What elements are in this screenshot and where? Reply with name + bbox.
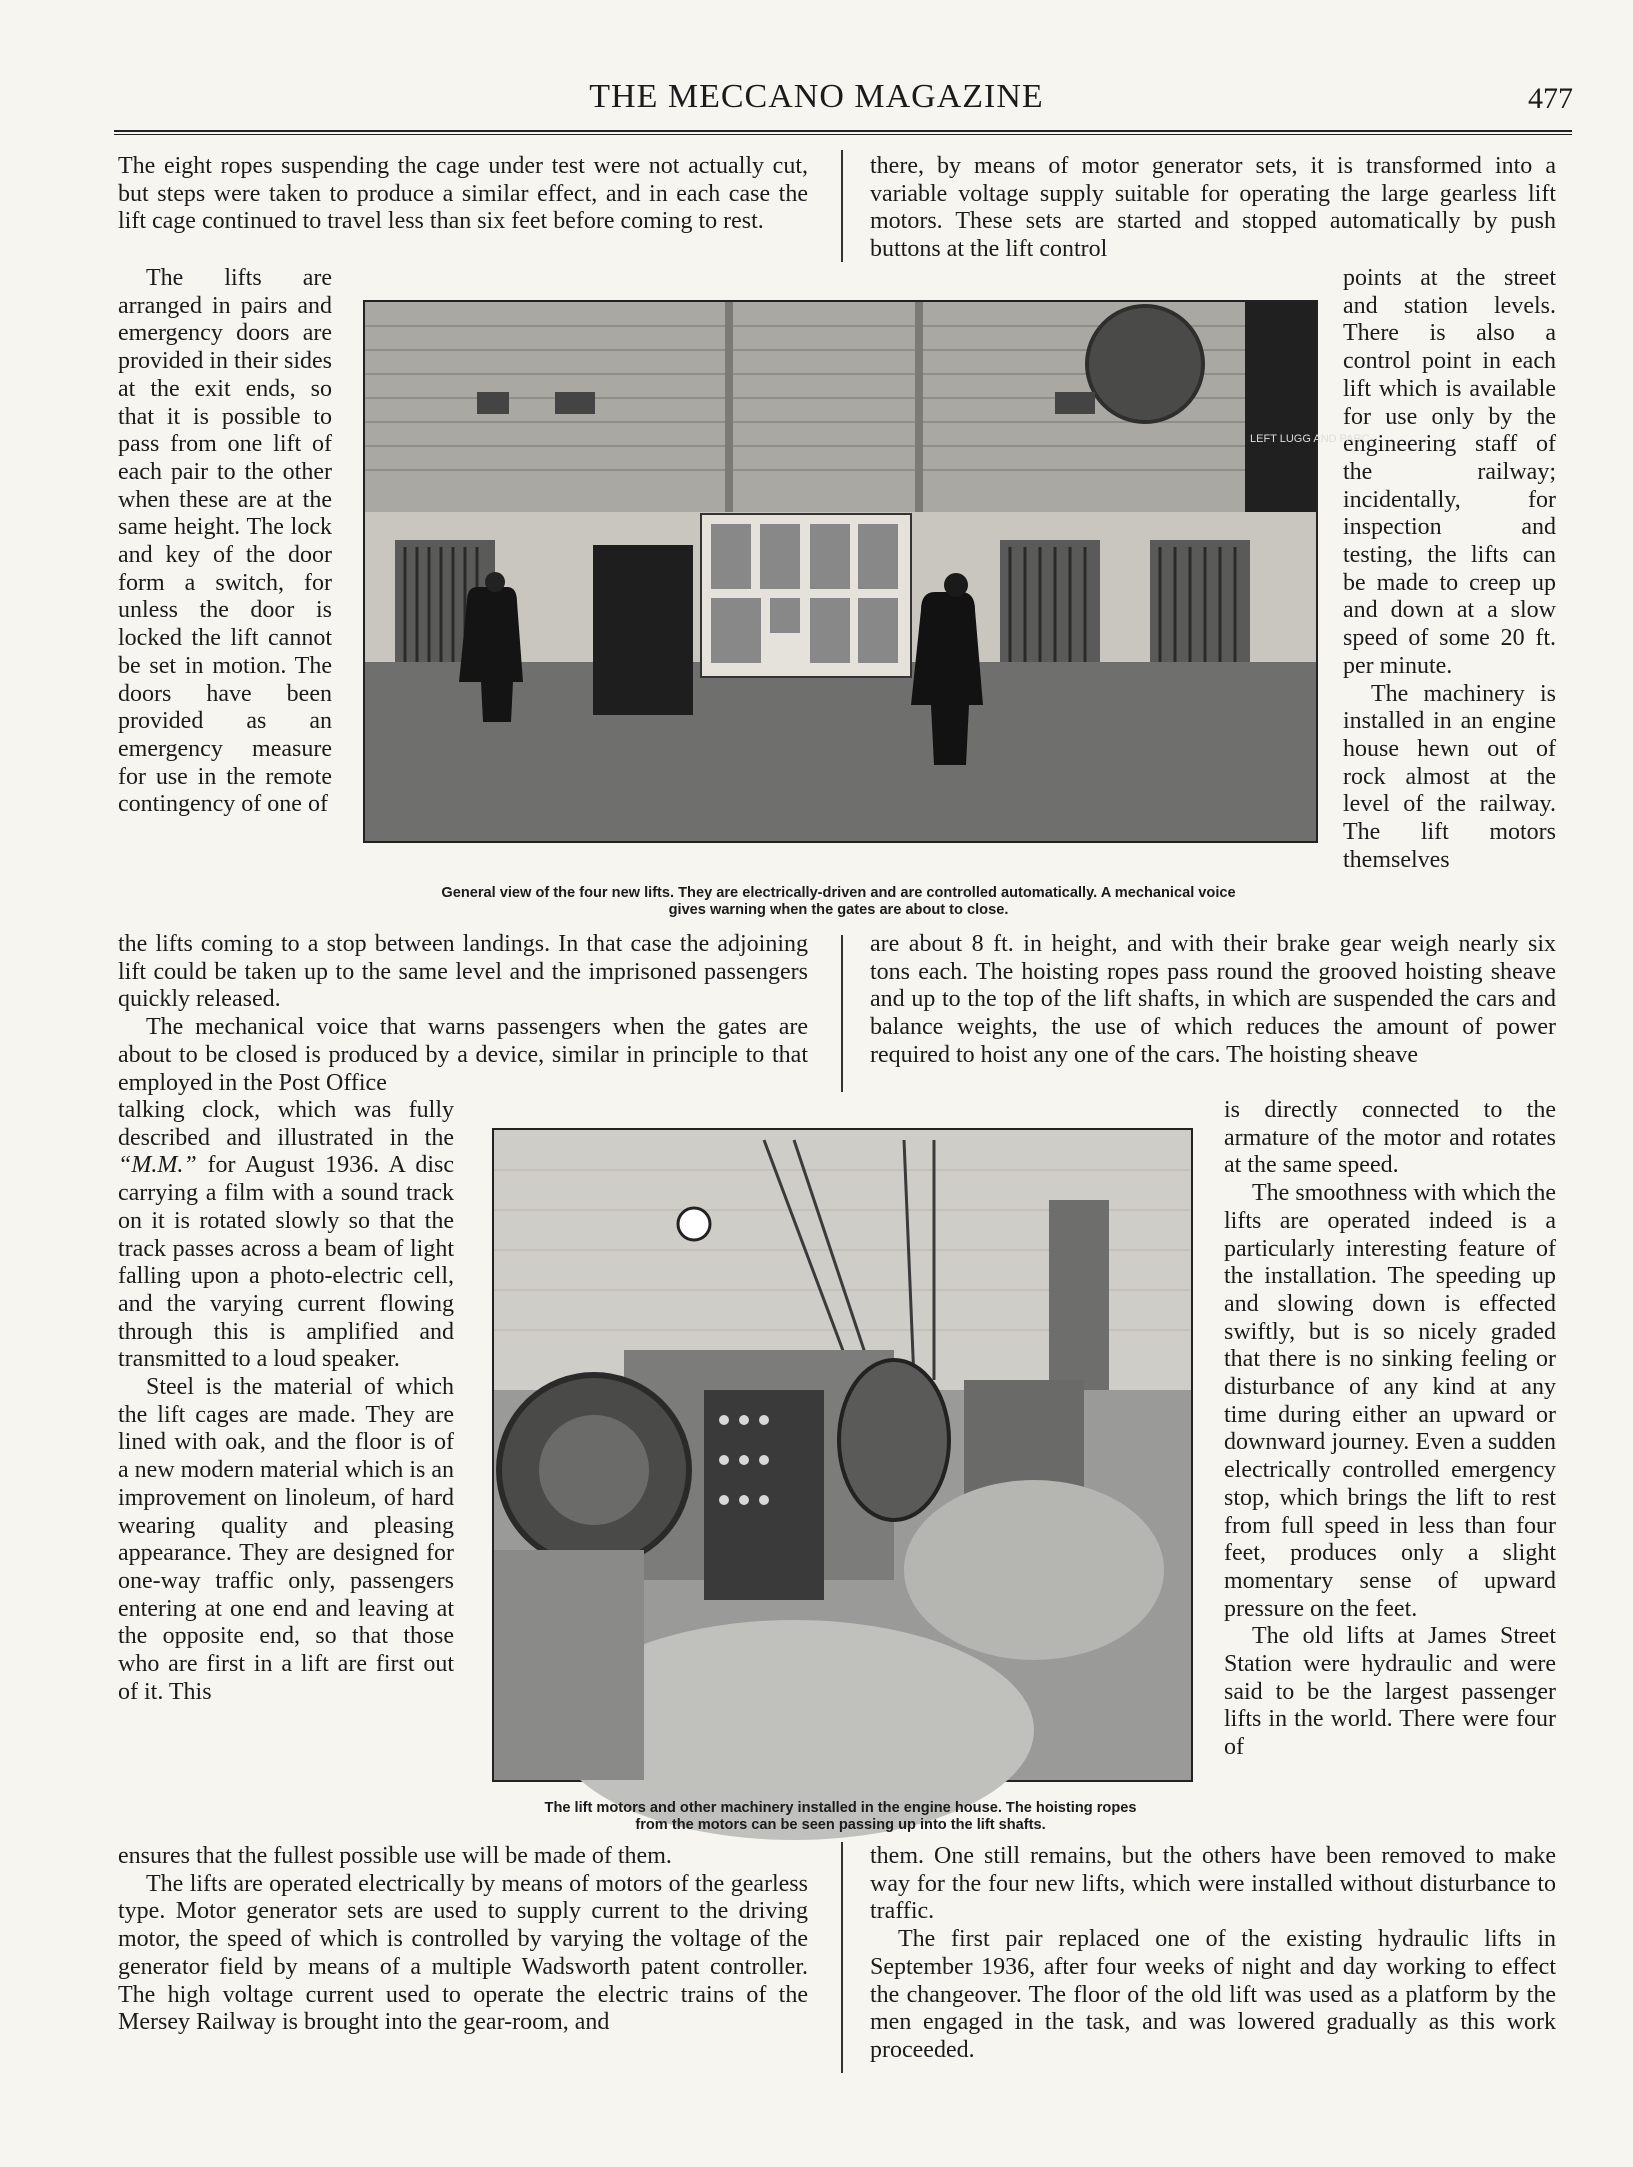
paragraph: The lifts are operated electrically by means of motors of the gearless type. Motor generator sets are used to supply current to the driving motor, the speed of which is controlled by varying the voltage of the generator field by means of a multiple Wadsworth patent controller. The high voltage current used to operate the electric trains of the Mersey Railway is brought into the gear-room, and <box>118 1870 808 2036</box>
article-wrap2-right <box>1224 1097 1556 1762</box>
page-number: 477 <box>1528 82 1573 115</box>
caption-line: The lift motors and other machinery installed in the engine house. The hoisting ropes <box>544 1800 1137 1816</box>
paragraph: the lifts coming to a stop between landings. In that case the adjoining lift could be taken up to the same level and the imprisoned passengers quickly released. <box>118 931 808 1013</box>
paragraph: there, by means of motor generator sets, it is transformed into a variable voltage supply suitable for operating the large gearless lift motors. These sets are started and stopped automatically by push buttons at the lift control <box>870 153 1556 263</box>
magazine-title: THE MECCANO MAGAZINE <box>589 78 1044 115</box>
article-wrap1-right <box>1343 265 1556 874</box>
photo-engine-house-image <box>494 1130 1191 1780</box>
paragraph: Steel is the material of which the lift cages are made. They are lined with oak, and the floor is of a new modern material which is an improvement on linoleum, of hard wearing quality and pleasing appearance. They are designed for one-way traffic only, passengers entering at one end and leaving at the opposite end, so that those who are first in a lift are first out of it. This <box>118 1374 454 1705</box>
article-col-right-bottom <box>870 1843 1556 2065</box>
column-rule <box>841 150 843 262</box>
paragraph: points at the street and station levels. There is also a control point in each lift which is available for use only by the engineering staff of the railway; incidentally, for inspection and testing, the lifts can be made to creep up and down at a slow speed of some 20 ft. per minute. <box>1343 265 1556 679</box>
paragraph: The mechanical voice that warns passengers when the gates are about to be closed is produced by a device, similar in principle to that employed in the Post Office <box>118 1014 808 1096</box>
paragraph <box>118 1097 454 1374</box>
header-rule <box>114 130 1572 132</box>
paragraph: them. One still remains, but the others have been removed to make way for the four new lifts, which were installed without disturbance to traffic. <box>870 1843 1556 1925</box>
paragraph: The first pair replaced one of the existing hydraulic lifts in September 1936, after four weeks of night and day working to effect the changeover. The floor of the old lift was used as a platform by the men engaged in the task, and was lowered gradually as this work proceeded. <box>870 1926 1556 2063</box>
photo-engine-house <box>492 1128 1193 1782</box>
paragraph: The smoothness with which the lifts are operated indeed is a particularly interesting feature of the installation. The speeding up and slowing down is effected swiftly, but is so nicely graded that there is no sinking feeling or disturbance of any kind at any time during either an upward or downward journey. Even a sudden electrically controlled emergency stop, which brings the lift to rest from full speed in less than four feet, produces only a slight momentary sense of upward pressure on the feet. <box>1224 1180 1556 1622</box>
article-col-left-top <box>118 153 808 236</box>
text-run: talking clock, which was fully described and illustrated in the <box>118 1097 454 1151</box>
header-rule-thin <box>114 134 1572 135</box>
paragraph: is directly connected to the armature of the motor and rotates at the same speed. <box>1224 1097 1556 1179</box>
paragraph: The old lifts at James Street Station were hydraulic and were said to be the largest passenger lifts in the world. There were four of <box>1224 1623 1556 1761</box>
article-col-left-mid <box>118 931 808 1097</box>
column-rule <box>841 935 843 1092</box>
article-col-right-top <box>870 153 1556 264</box>
caption-line: gives warning when the gates are about to close. <box>668 902 1009 918</box>
photo-caption <box>486 1800 1195 1834</box>
article-col-right-mid <box>870 931 1556 1070</box>
paragraph: are about 8 ft. in height, and with their brake gear weigh nearly six tons each. The hoisting ropes pass round the grooved hoisting sheave and up to the top of the lift shafts, in which are suspended the cars and balance weights, the use of which reduces the amount of power required to hoist any one of the cars. The hoisting sheave <box>870 931 1556 1068</box>
page-header <box>0 78 1633 118</box>
paragraph: The eight ropes suspending the cage under test were not actually cut, but steps were taken to produce a similar effect, and in each case the lift cage continued to travel less than six feet before coming to rest. <box>118 153 808 235</box>
magazine-abbrev: “M.M.” <box>118 1152 197 1179</box>
text-run: for August 1936. A disc carrying a film with a sound track on it is rotated slowly so that the track passes across a beam of light falling upon a photo-electric cell, and the varying current flowing through this is amplified and transmitted to a loud speaker. <box>118 1152 454 1373</box>
photo-lifts-hall <box>363 300 1370 843</box>
caption-line: General view of the four new lifts. They are electrically-driven and are controlled automatically. A mechanical voice <box>441 885 1236 901</box>
left-luggage-sign: LEFT LUGG AND PARC <box>1250 433 1370 445</box>
paragraph: ensures that the fullest possible use will be made of them. <box>118 1843 672 1869</box>
photo-caption <box>353 885 1324 919</box>
article-wrap1-left <box>118 265 332 819</box>
column-rule <box>841 1842 843 2073</box>
article-wrap2-left <box>118 1097 454 1706</box>
paragraph: The lifts are arranged in pairs and emergency doors are provided in their sides at the exit ends, so that it is possible to pass from one lift of each pair to the other when these are at the same height. The lock and key of the door form a switch, for unless the door is locked the lift cannot be set in motion. The doors have been provided as an emergency measure for use in the remote contingency of one of <box>118 265 332 818</box>
paragraph: The machinery is installed in an engine house hewn out of rock almost at the level of the railway. The lift motors themselves <box>1343 680 1556 873</box>
article-col-left-bottom <box>118 1843 808 2037</box>
caption-line: from the motors can be seen passing up into the lift shafts. <box>635 1817 1046 1833</box>
photo-lifts-hall-image <box>365 302 1370 841</box>
